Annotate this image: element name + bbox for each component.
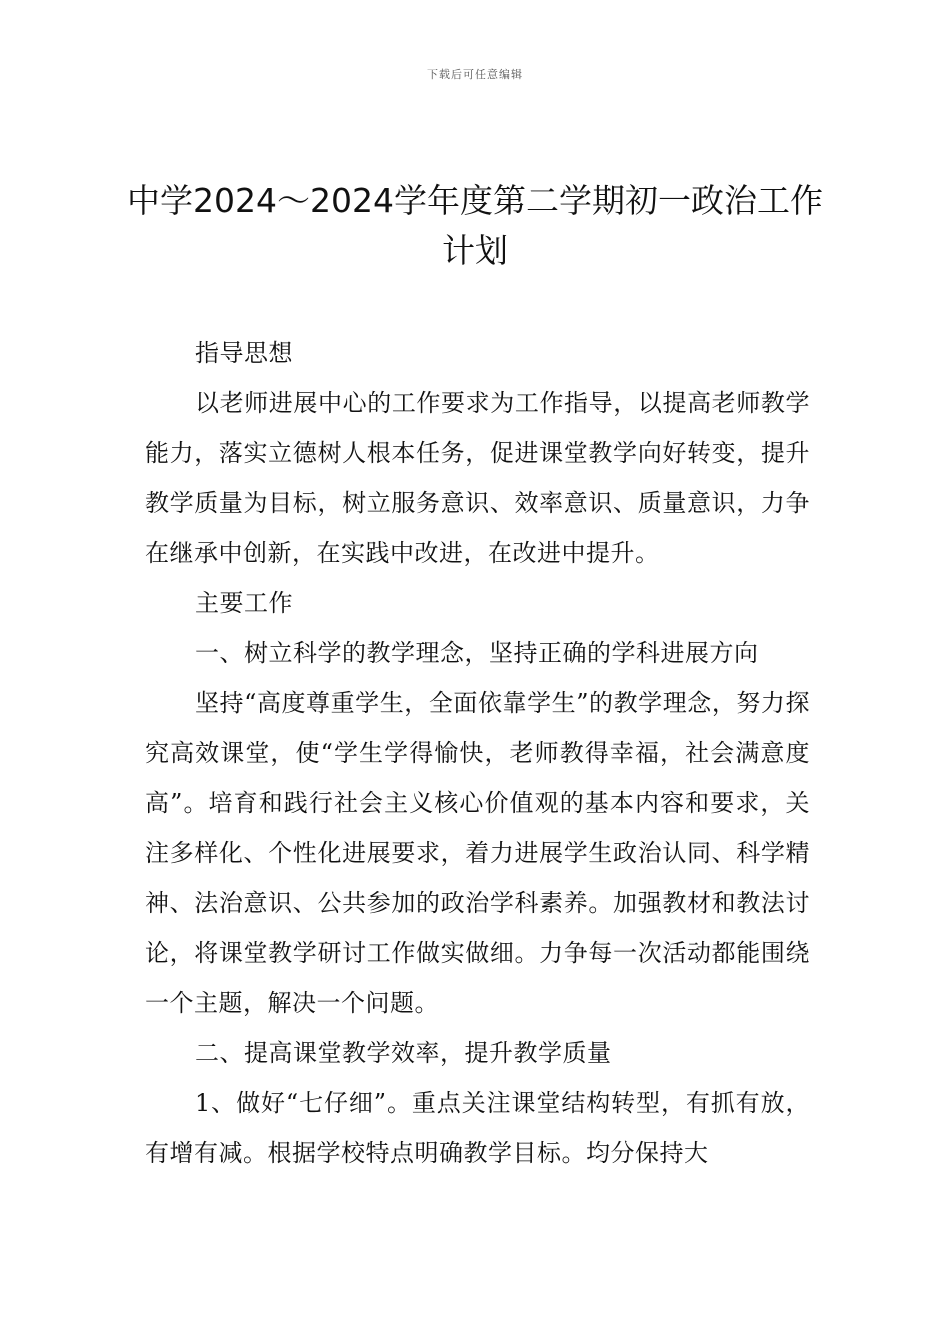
paragraph-section-2-item-1: 1、做好“七仔细”。重点关注课堂结构转型，有抓有放，有增有减。根据学校特点明确教学目标。均分保持大 bbox=[145, 1089, 810, 1167]
document-title: 中学2024～2024学年度第二学期初一政治工作计划 bbox=[127, 181, 823, 270]
paragraph-section-1: 坚持“高度尊重学生，全面依靠学生”的教学理念，努力探究高效课堂，使“学生学得愉快，老师教得幸福，社会满意度高”。培育和践行社会主义核心价值观的基本内容和要求，关注多样化、个性化进展要求，着力进展学生政治认同、科学精神、法治意识、公共参加的政治学科素养。加强教材和教法讨论，将课堂教学研讨工作做实做细。力争每一次活动都能围绕一个主题，解决一个问题。 bbox=[145, 689, 810, 1017]
paragraph-guiding-ideology: 以老师进展中心的工作要求为工作指导，以提高老师教学能力，落实立德树人根本任务，促进课堂教学向好转变，提升教学质量为目标，树立服务意识、效率意识、质量意识，力争在继承中创新，在实践中改进，在改进中提升。 bbox=[145, 389, 810, 567]
header-note: 下载后可任意编辑 bbox=[427, 68, 523, 81]
heading-main-work: 主要工作 bbox=[195, 589, 293, 617]
document-body bbox=[145, 328, 810, 1178]
heading-guiding-ideology: 指导思想 bbox=[195, 339, 293, 367]
section-heading-2: 二、提高课堂教学效率，提升教学质量 bbox=[195, 1039, 612, 1067]
section-heading-1: 一、树立科学的教学理念，坚持正确的学科进展方向 bbox=[195, 639, 759, 667]
